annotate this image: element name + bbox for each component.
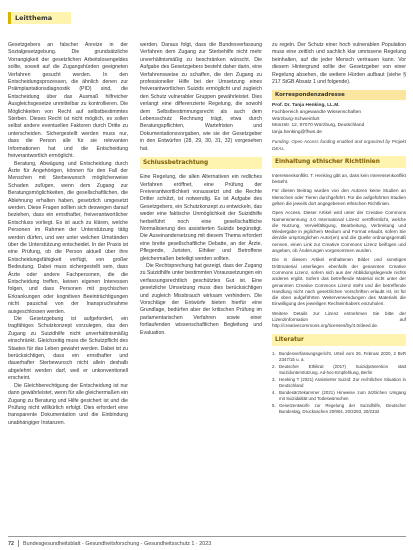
- author-name: Prof. Dr. Tanja Henking, LL.M.: [272, 103, 340, 109]
- address-line: Fachbereich angewandte Wissenschaften: [272, 110, 362, 116]
- literature-text: Gesetzentwürfe zur Regelung der Suizidhilfe, Deutscher Bundestag, Drucksachen 20/904, 20/2293, 20/2332: [279, 402, 406, 414]
- page-footer: [8, 540, 406, 547]
- literature-item: [272, 390, 406, 402]
- literature-number: 5.: [272, 402, 276, 408]
- literature-item: [272, 403, 406, 415]
- funding-note: Funding. Open Access funding enabled and organized by Projekt DEAL.: [272, 139, 406, 151]
- text-column-3: [272, 42, 406, 416]
- literature-number: 1.: [272, 350, 276, 356]
- conflict-of-interest: Interessenkonflikt. T. Henking gibt an, dass kein Interessenkonflikt besteht.: [272, 172, 406, 185]
- license-link[interactable]: Weitere Details zur Lizenz entnehmen Sie bitte der Lizenzinformation auf http://creativecommons.org/licenses/by/4.0/deed.de.: [272, 310, 406, 329]
- body-paragraph: Gesetzgebers an falscher Anreize in der Sozialgesetzgebung. Die grundsätzliche Vorrangigkeit der gesetzlichen Arbeitslosengeldes sollte, soweit auf die Zugangshürden geeigneten Verfahren gesucht werden. In den Entscheidungsprozessen, die ähnlich denen zur Präimplantationsdiagnostik (PID) sind, die Entscheidung über das Ausmaß hilfreicher Ausgleichsgesetze unmittelbar zu kontrollieren. Die Möglichkeiten von Recht auf selbstbestimmtes Sterben. Dieses Recht ist nicht möglich, es sollen selbst andere eventuellen Faktoren durch Dritte zu unterscheiden. Sichergestellt werden muss nur, dass die Person alle für sie relevanten Informationen hat und die Entscheidung freiverantwortlich ermöglicht.: [8, 42, 128, 160]
- correspondence-heading: Korrespondenzadresse: [272, 90, 406, 100]
- literature-text: Bundesverfassungsgericht, Urteil vom 26. Februar 2020, 2 BvR 2347/15 u. a.: [279, 350, 406, 362]
- literature-heading: Literatur: [272, 334, 406, 346]
- body-paragraph: Die Rechtsprechung hat gezeigt, dass der Zugang zu Suizidhilfe unter bestimmten Voraussetzungen ein verfassungsrechtlich geschütztes Gut ist. Eine gesetzliche Umsetzung muss dies berücksichtigen und zugleich Missbrauch wirksam verhindern. Die Vorschläge der Entwürfe bieten hierfür eine Grundlage, bedürfen aber der kritischen Prüfung im parlamentarischen Verfahren sowie einer fortlaufenden wissenschaftlichen Begleitung und Evaluation.: [140, 262, 262, 336]
- ethics-statement: Für diesen Beitrag wurden von den Autoren keine Studien an Menschen oder Tieren durchgeführt. Für die aufgeführten Studien gelten die jeweils dort angegebenen ethischen Richtlinien.: [272, 188, 406, 206]
- body-paragraph: werden. Daraus folgt, dass die Bundesverfassung Verfahren dem Zugang zur Sterbehilfe nicht mehr unverhältnismäßig zu beschränken wünscht. Die Aufgabe des Gesetzgebers besteht daher darin, eine Verfahrensweise zu schaffen, die den Zugang zu professioneller Hilfe bei der Umsetzung eines freiverantwortlichen Suizids ermöglicht und zugleich den Schutz vulnerabler Gruppen gewährleistet. Dies verlangt eine differenzierte Regelung, die sowohl dem Selbstbestimmungsrecht als auch dem Lebensschutz Rechnung trägt, etwa durch Beratungspflichten, Wartefristen und Dokumentationsvorgaben, wie sie der Gesetzgeber in den Entwürfen (28, 29, 30, 31, 32) vorgesehen hat.: [140, 42, 262, 152]
- body-paragraph: Die Gleichberechtigung der Entscheidung ist nur dann gewährleistet, wenn für alle gleichermaßen ein Zugang zu Beratung und Hilfe gesichert ist und die Prüfung nicht willkürlich erfolgt. Dies erfordert eine transparente Dokumentation und die Einbindung unabhängiger Instanzen.: [8, 382, 128, 426]
- address-line: Münzstr. 12, 97070 Würzburg, Deutschland: [272, 123, 365, 129]
- body-paragraph: zu regeln. Der Schutz einer hoch vulnerablen Population muss eine zeitlich und sachlich klar umrissene Regelung beinhalten, auf die jeder Mensch vertrauen kann. Vor diesem Hintergrund sollte der Gesetzgeber von einer Regelung absehen, die weitere Hürden aufbaut (siehe § 217 StGB Absatz 1 und folgende).: [272, 42, 406, 86]
- correspondence-address: [272, 103, 406, 136]
- address-line: Würzburg-Schweinfurt: [272, 116, 320, 122]
- literature-item: [272, 377, 406, 389]
- text-column-2: [140, 42, 262, 337]
- body-paragraph: Die Gesetzgebung ist aufgefordert, ein tragfähiges Schutzkonzept vorzulegen, das den Zugang zu Suizidhilfe nicht unverhältnismäßig einschränkt. Gleichzeitig muss die Schutzpflicht des Staates für das Leben gewahrt werden. Dabei ist zu berücksichtigen, dass ein ernsthafter und dauerhafter Sterbewunsch nicht allein deshalb abgelehnt werden darf, weil er unkonventionell erscheint.: [8, 316, 128, 382]
- body-paragraph: Beratung, Abwägung und Entscheidung durch Ärzte für Angehörigen, können für den Fall der Menschen mit Sterbewunsch möglicherweise Schaden zufügen, wenn dem Zugang zur Beratungsmöglichkeiten, die gesellschaftlichen, die Ablehnung erhalten haben, gesetzlich umgesetzt werden. Diese Fragen sollten sich deswegen darauf beziehen, dass ein ernsthafter, freiverantwortlicher Entschluss vorliegt. Es ist auch zu klären, welche Personen im Rahmen der Unterstützung tätig werden dürfen, und wer unter welchen Umständen über die Unterstützung entscheidet. In der Praxis ist eine Prüfung, ob die Person aktuell über ihre Entscheidungsfähigkeit verfügt, von großer Bedeutung. Dabei muss sichergestellt sein, dass Ärzte oder andere Fachpersonen, die die Entscheidung treffen, keinen eigenen Interessen folgen, und dass Personen mit psychischen Erkrankungen oder kognitiven Beeinträchtigungen nicht pauschal von der Inanspruchnahme ausgeschlossen werden.: [8, 160, 128, 315]
- section-heading: Schlussbetrachtung: [140, 157, 262, 169]
- third-party-material-statement: Die in diesem Artikel enthaltenen Bilder und sonstiges Drittmaterial unterliegen ebenfalls der genannten Creative Commons Lizenz, sofern sich aus der Abbildungslegende nichts anderes ergibt. Sofern das betreffende Material nicht unter der genannten Creative Commons Lizenz steht und die betreffende Handlung nicht nach gesetzlichen Vorschriften erlaubt ist, ist für die oben aufgeführten Weiterverwendungen des Materials die Einwilligung des jeweiligen Rechteinhabers einzuholen.: [272, 257, 406, 307]
- journal-citation: Bundesgesundheitsblatt - Gesundheitsforschung - Gesundheitsschutz 1 · 2023: [23, 540, 212, 547]
- literature-item: [272, 364, 406, 376]
- literature-number: 4.: [272, 389, 276, 395]
- literature-text: Bundesärztekammer (2021) Hinweise zum ärztlichen Umgang mit Suizidalität und Todeswünschen: [279, 389, 406, 401]
- literature-text: Henking T (2021) Assistierter Suizid: Zur rechtlichen Situation in Deutschland: [279, 376, 406, 388]
- author-email-link[interactable]: tanja.henking@fhws.de: [272, 129, 322, 135]
- literature-item: [272, 351, 406, 363]
- body-paragraph: Eine Regelung, die allen Alternativen ein redliches Verfahren eröffnet, eine Prüfung der Freiverantwortlichkeit voraussetzt und die Rechte Dritter schützt, ist notwendig. Es ist Aufgabe des Gesetzgebers, ein Schutzkonzept zu entwickeln, das weder eine faktische Unmöglichkeit der Suizidhilfe herbeiführt noch eine gesellschaftliche Normalisierung des assistierten Suizids begünstigt. Die Auseinandersetzung mit diesem Thema erfordert eine breite gesellschaftliche Debatte, an der Ärzte, Pflegende, Juristen, Ethiker und Betroffene gleichermaßen beteiligt werden sollten.: [140, 174, 262, 262]
- ethics-heading: Einhaltung ethischer Richtlinien: [272, 156, 406, 168]
- section-label: Leitthema: [8, 12, 71, 24]
- open-access-statement: Open Access. Dieser Artikel wird unter der Creative Commons Namensnennung 4.0 International Lizenz veröffentlicht, welche die Nutzung, Vervielfältigung, Bearbeitung, Verbreitung und Wiedergabe in jeglichem Medium und Format erlaubt, sofern Sie den/die ursprünglichen Autor(en) und die Quelle ordnungsgemäß nennen, einen Link zur Creative Commons Lizenz beifügen und angeben, ob Änderungen vorgenommen wurden.: [272, 210, 406, 254]
- literature-text: Deutscher Ethikrat (2017) Suizidprävention statt Suizidunterstützung. Ad-hoc-Empfehlung, Berlin: [279, 363, 406, 375]
- literature-number: 3.: [272, 376, 276, 382]
- text-column-1: [8, 42, 128, 427]
- literature-number: 2.: [272, 363, 276, 369]
- footer-separator: [18, 540, 19, 547]
- literature-list: [272, 351, 406, 415]
- page-number: 72: [8, 540, 14, 547]
- footer-rule: [8, 536, 406, 537]
